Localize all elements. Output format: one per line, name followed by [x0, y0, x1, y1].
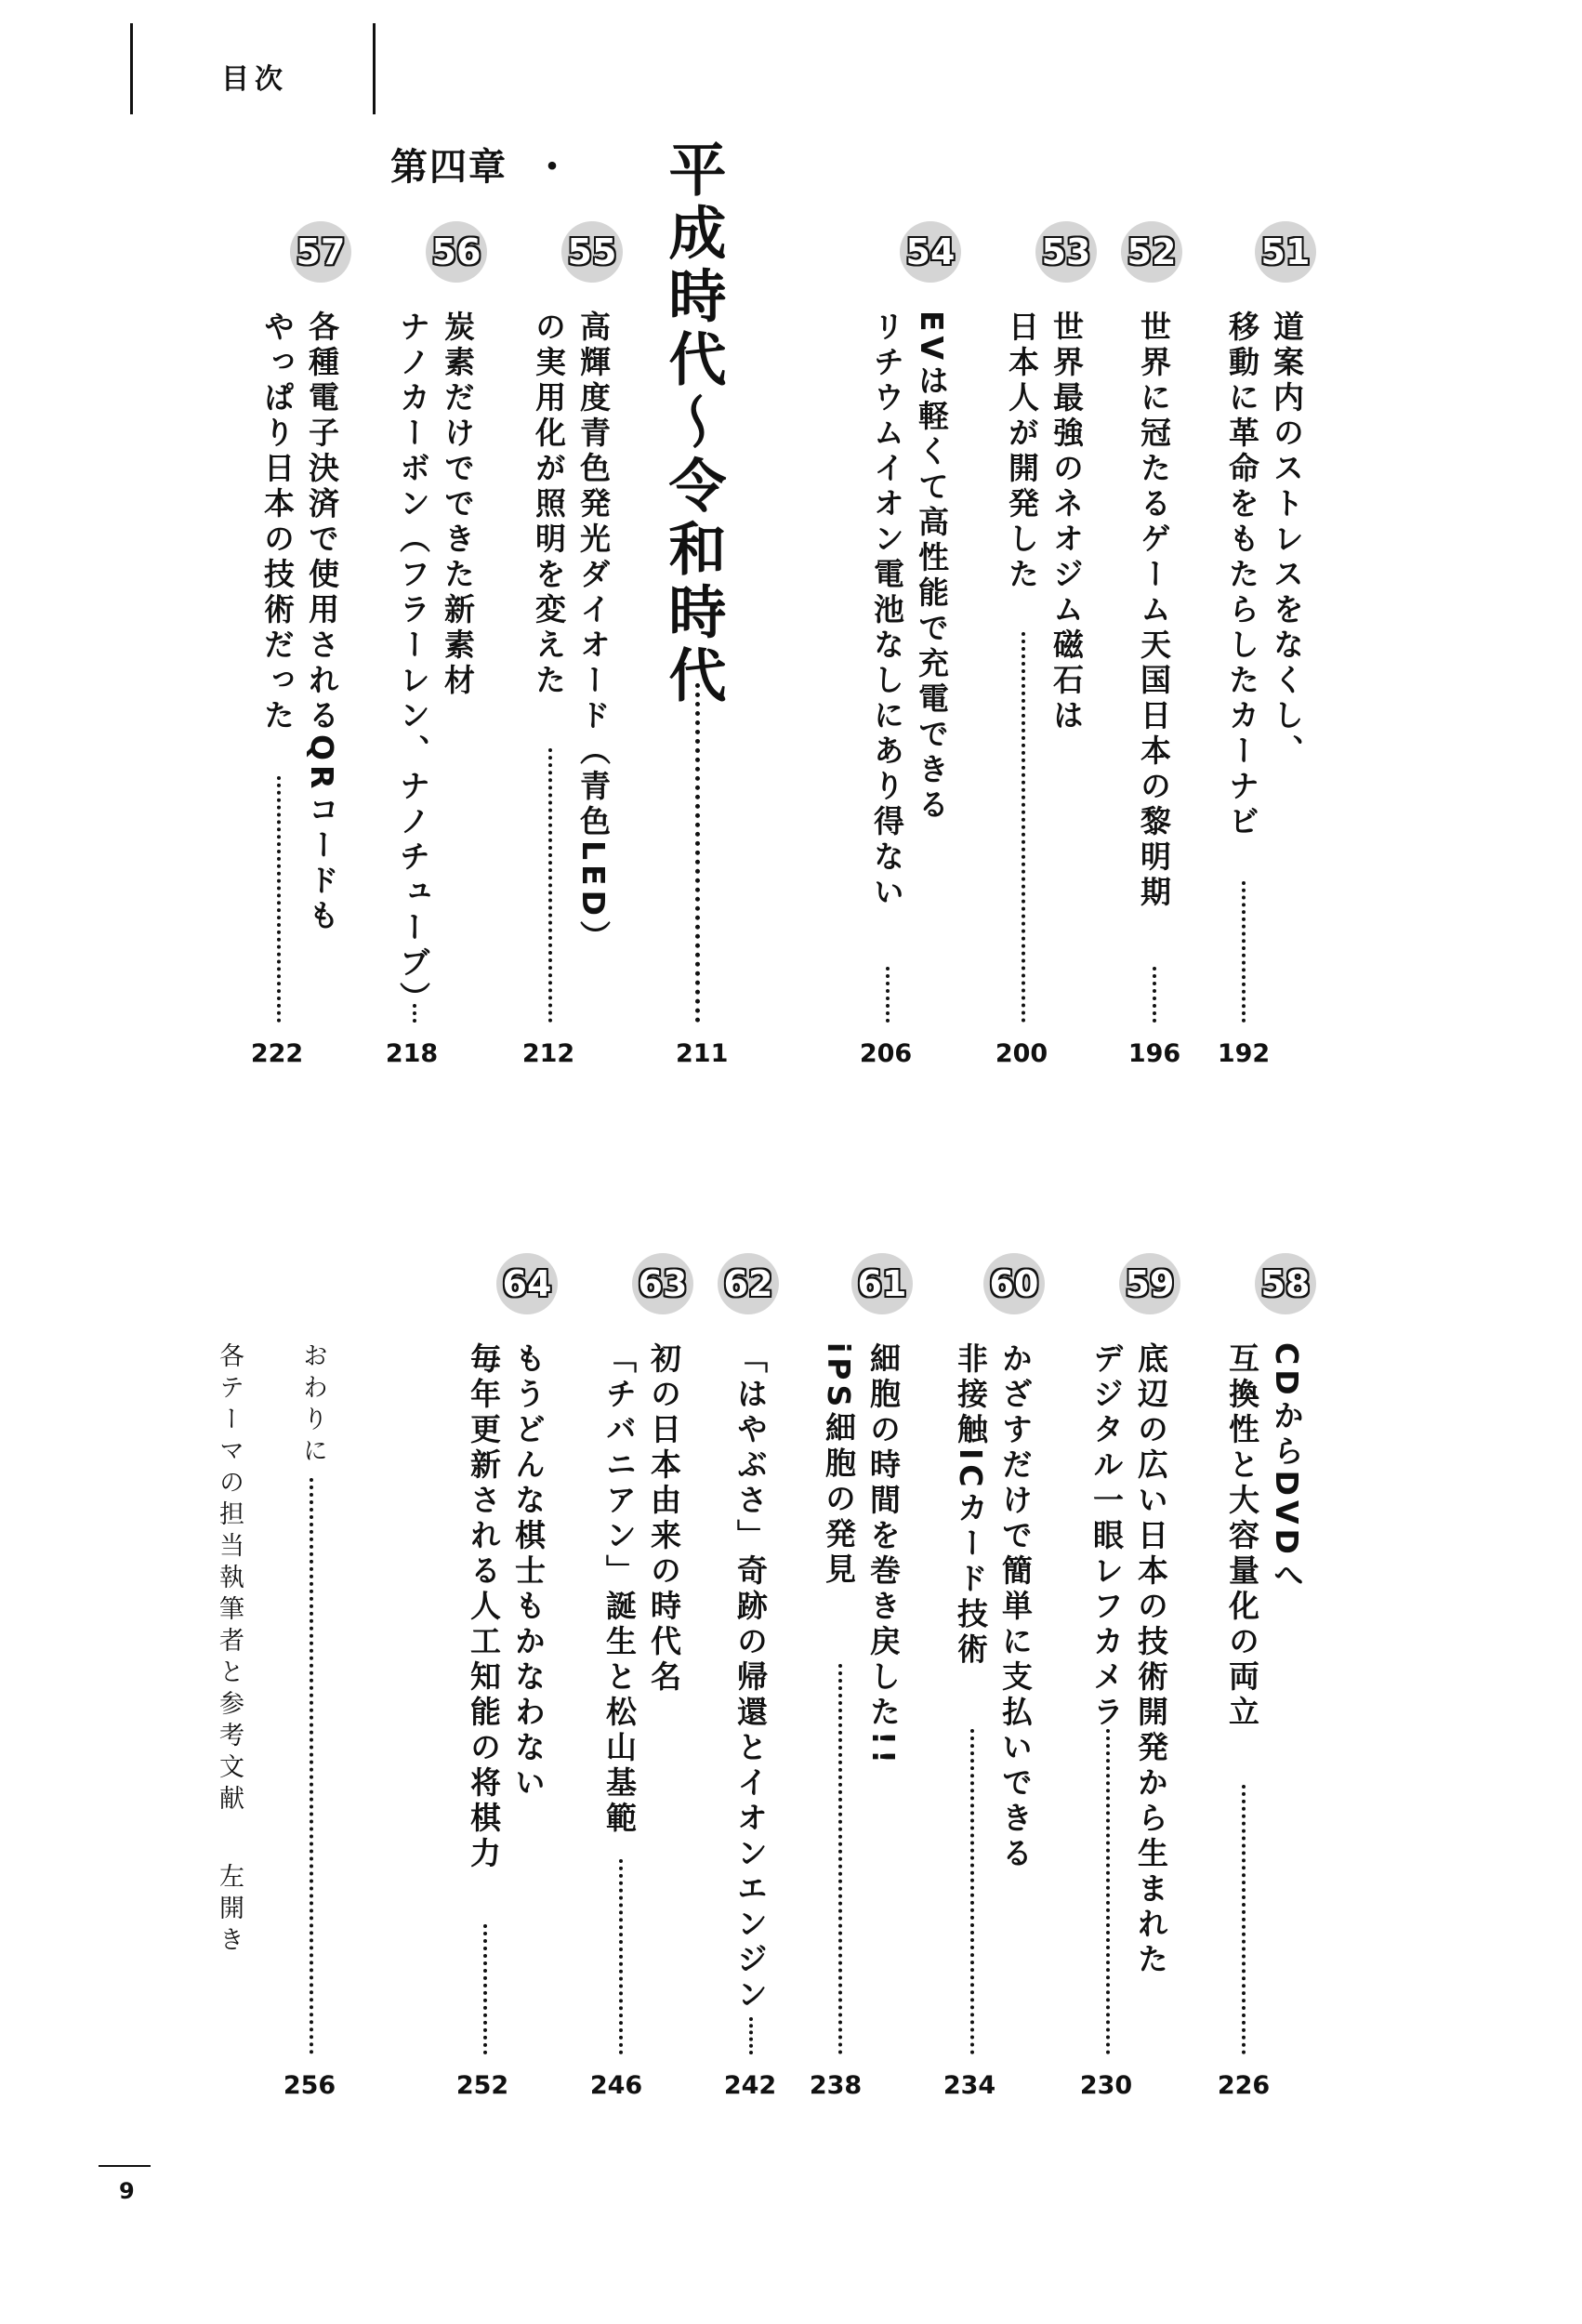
leader-dots [970, 1729, 974, 2054]
folio-rule [99, 2165, 151, 2167]
toc-entry-60[interactable] [948, 1342, 1037, 1872]
page-number: 256 [283, 2071, 336, 2100]
toc-entry-52[interactable] [1131, 310, 1176, 911]
page-number: 196 [1127, 1039, 1181, 1068]
toc-entry-closing[interactable]: おわりに [298, 1342, 327, 1469]
leader-dots [413, 1004, 416, 1023]
chapter-leader-dots [695, 683, 700, 1023]
toc-entry-61[interactable] [816, 1342, 905, 1768]
leader-dots [1022, 632, 1025, 1023]
toc-entry-62[interactable] [728, 1342, 772, 2014]
leader-dots [1242, 1785, 1246, 2054]
entry-title-line: リチウムイオン電池なしにあり得ない [869, 310, 905, 911]
entry-title-line: 底辺の広い日本の技術開発から生まれた [1133, 1342, 1169, 1978]
page-number: 226 [1217, 2071, 1271, 2100]
entry-number-badge: 55 [561, 221, 623, 283]
chapter-title[interactable]: 平成時代〜令和時代 [659, 139, 727, 708]
page-number: 234 [943, 2071, 996, 2100]
running-header [130, 23, 376, 114]
entry-title-line: 移動に革命をもたらしたカーナビ [1224, 310, 1260, 840]
toc-entry-56[interactable] [390, 310, 480, 1017]
toc-entry-58[interactable] [1219, 1342, 1309, 1731]
page-number: 212 [521, 1039, 575, 1068]
entry-number-badge: 61 [851, 1253, 913, 1314]
page-number: 218 [385, 1039, 439, 1068]
entry-title-line: の実用化が照明を変えた [531, 310, 567, 699]
leader-dots [1106, 1729, 1110, 2054]
chapter-heading [390, 138, 584, 191]
page-number: 246 [589, 2071, 643, 2100]
chapter-page-number: 211 [676, 1039, 729, 1068]
entry-title-line: EVは軽くて高性能で充電できる [914, 310, 950, 825]
entry-title-line: 互換性と大容量化の両立 [1224, 1342, 1260, 1731]
entry-title-line: iPS細胞の発見 [821, 1342, 857, 1589]
appendix-note: 左開き [215, 1863, 244, 1958]
entry-number-badge: 64 [496, 1253, 558, 1314]
page-number: 238 [809, 2071, 863, 2100]
entry-title-line: 世界最強のネオジム磁石は [1048, 310, 1085, 734]
toc-entry-63[interactable] [597, 1342, 686, 1837]
entry-title-line: 毎年更新される人工知能の将棋力 [466, 1342, 502, 1872]
leader-dots [548, 748, 552, 1023]
entry-number-badge: 62 [718, 1253, 779, 1314]
entry-title-line: 世界に冠たるゲーム天国日本の黎明期 [1136, 310, 1172, 911]
page-number: 206 [859, 1039, 913, 1068]
entry-title-line: 初の日本由来の時代名 [646, 1342, 682, 1696]
toc-entry-51[interactable] [1219, 310, 1309, 840]
entry-number-badge: 52 [1121, 221, 1182, 283]
entry-title-line: 道案内のストレスをなくし、 [1269, 310, 1305, 770]
chapter-label: 第四章 [390, 146, 508, 189]
leader-dots [838, 1664, 842, 2054]
folio-page-number: 9 [119, 2178, 135, 2204]
entry-number-badge: 60 [983, 1253, 1045, 1314]
entry-number-badge: 63 [632, 1253, 693, 1314]
entry-number-badge: 57 [290, 221, 351, 283]
page-number: 252 [455, 2071, 509, 2100]
leader-dots [483, 1924, 487, 2054]
toc-entry-appendix[interactable] [212, 1342, 245, 1958]
toc-entry-54[interactable] [864, 310, 954, 911]
entry-title-line: 「はやぶさ」奇跡の帰還とイオンエンジン [732, 1342, 769, 2014]
entry-title-line: 炭素だけでできた新素材 [440, 310, 476, 699]
entry-number-badge: 56 [426, 221, 487, 283]
appendix-label: 各テーマの担当執筆者と参考文献 [215, 1342, 244, 1816]
header-title: 目次 [221, 63, 288, 96]
toc-entry-57[interactable] [255, 310, 344, 934]
entry-title-line: 「チバニアン」誕生と松山基範 [601, 1342, 638, 1837]
entry-title-line: 非接触ICカード技術 [953, 1342, 989, 1669]
page-number: 242 [723, 2071, 777, 2100]
entry-number-badge: 54 [900, 221, 961, 283]
toc-entry-59[interactable] [1084, 1342, 1173, 1978]
leader-dots [749, 2017, 753, 2054]
leader-dots [619, 1859, 623, 2054]
toc-entry-53[interactable] [999, 310, 1088, 734]
leader-dots [1153, 967, 1156, 1023]
entry-title-line: 各種電子決済で使用されるQRコードも [304, 310, 340, 935]
entry-title-line: 日本人が開発した [1004, 310, 1040, 593]
entry-title-line: ナノカーボン（フラーレン、ナノチューブ） [395, 310, 431, 1017]
page-number: 230 [1079, 2071, 1133, 2100]
chapter-bullet: ・ [533, 146, 573, 189]
entry-title-line: CDからDVDへ [1269, 1342, 1305, 1594]
entry-title-line: 高輝度青色発光ダイオード（青色LED） [575, 310, 612, 956]
toc-entry-64[interactable] [461, 1342, 550, 1872]
entry-title-line: もうどんな棋士もかなわない [510, 1342, 547, 1802]
entry-number-badge: 53 [1035, 221, 1097, 283]
page-number: 222 [250, 1039, 304, 1068]
entry-title-line: 細胞の時間を巻き戻した!! [865, 1342, 902, 1769]
leader-dots [886, 967, 890, 1023]
entry-title-line: デジタル一眼レフカメラ [1088, 1342, 1125, 1731]
page-number: 200 [995, 1039, 1048, 1068]
entry-number-badge: 59 [1119, 1253, 1180, 1314]
entry-number-badge: 51 [1255, 221, 1316, 283]
leader-dots [277, 776, 281, 1023]
page-number: 192 [1217, 1039, 1271, 1068]
entry-number-badge: 58 [1255, 1253, 1316, 1314]
entry-title-line: かざすだけで簡単に支払いできる [997, 1342, 1034, 1872]
toc-entry-55[interactable] [526, 310, 615, 956]
leader-dots [310, 1478, 313, 2054]
entry-title-line: やっぱり日本の技術だった [259, 310, 296, 734]
leader-dots [1242, 881, 1246, 1023]
